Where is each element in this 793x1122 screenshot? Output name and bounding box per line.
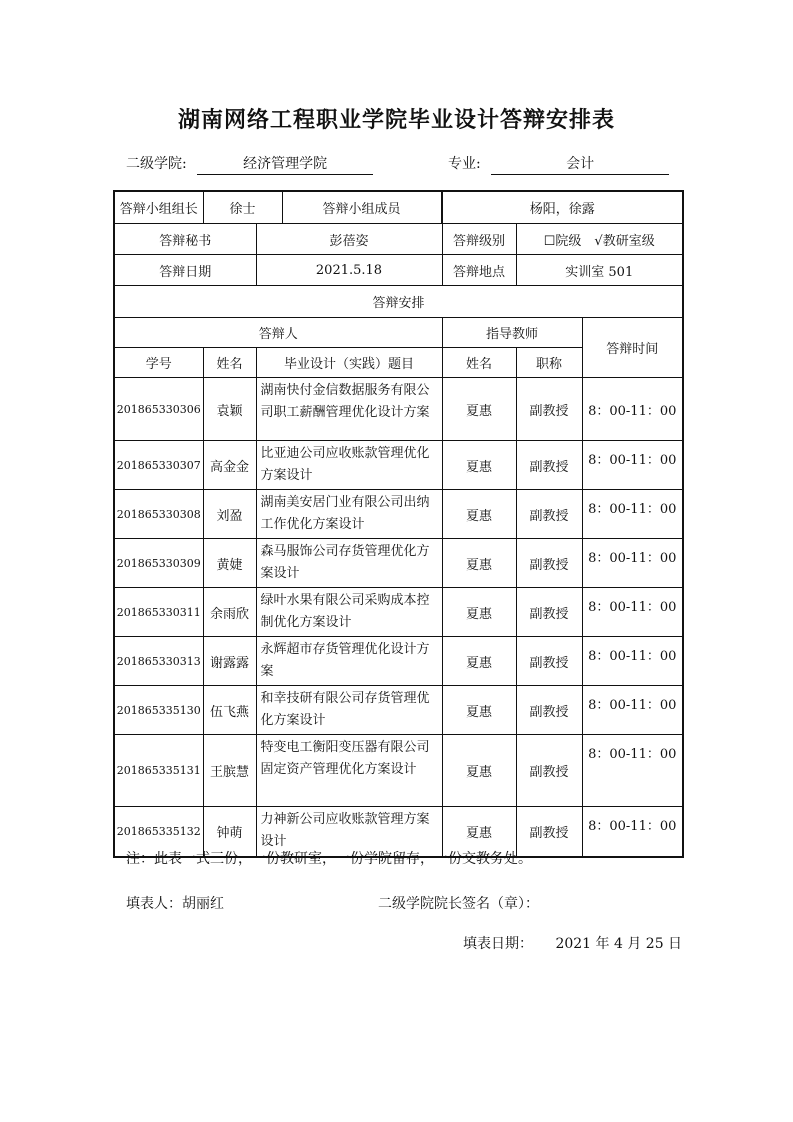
page-title: 湖南网络工程职业学院毕业设计答辩安排表 bbox=[177, 108, 615, 133]
college-value: 经济管理学院 bbox=[197, 153, 373, 175]
project-topic: 森马服饰公司存货管理优化方案设计 bbox=[256, 539, 442, 588]
info-row-leader bbox=[114, 191, 683, 224]
project-topic: 特变电工衡阳变压器有限公司固定资产管理优化方案设计 bbox=[256, 735, 442, 807]
advisor-title-header: 职称 bbox=[516, 348, 582, 378]
advisor-name: 夏惠 bbox=[442, 490, 516, 539]
project-topic: 和幸技研有限公司存货管理优化方案设计 bbox=[256, 686, 442, 735]
student-id: 201865330313 bbox=[114, 637, 203, 686]
student-id: 201865335132 bbox=[114, 807, 203, 857]
project-topic: 力神新公司应收账款管理方案设计 bbox=[256, 807, 442, 857]
student-name: 黄婕 bbox=[203, 539, 256, 588]
date-label: 答辩日期 bbox=[114, 255, 256, 286]
fill-date-value: 2021 年 4 月 25 日 bbox=[555, 936, 683, 952]
sid-header: 学号 bbox=[114, 348, 203, 378]
college-label: 二级学院: bbox=[126, 156, 187, 172]
advisor-name: 夏惠 bbox=[442, 378, 516, 441]
topic-header: 毕业设计（实践）题目 bbox=[256, 348, 442, 378]
student-name: 袁颖 bbox=[203, 378, 256, 441]
footnote: 注：此表一式三份，一份教研室，一份学院留存，一份交教务处。 bbox=[126, 851, 532, 867]
advisor-name: 夏惠 bbox=[442, 735, 516, 807]
table-row bbox=[114, 637, 683, 686]
college-field bbox=[126, 153, 373, 175]
table-row bbox=[114, 735, 683, 807]
project-topic: 湖南美安居门业有限公司出纳工作优化方案设计 bbox=[256, 490, 442, 539]
place-value: 实训室 501 bbox=[516, 255, 683, 286]
advisor-title: 副教授 bbox=[516, 490, 582, 539]
defense-time: 8：00-11：00 bbox=[582, 539, 683, 588]
fill-date-label: 填表日期： bbox=[463, 936, 533, 952]
place-label: 答辩地点 bbox=[442, 255, 516, 286]
advisor-title: 副教授 bbox=[516, 441, 582, 490]
student-id: 201865330311 bbox=[114, 588, 203, 637]
defense-time: 8：00-11：00 bbox=[582, 686, 683, 735]
student-name: 伍飞燕 bbox=[203, 686, 256, 735]
members-value: 杨阳，徐露 bbox=[442, 191, 683, 224]
student-name: 余雨欣 bbox=[203, 588, 256, 637]
dean-signature-label: 二级学院院长签名（章）： bbox=[378, 896, 539, 912]
table-row bbox=[114, 588, 683, 637]
info-row-secretary bbox=[114, 224, 683, 255]
arrangement-row bbox=[114, 286, 683, 318]
advisor-name: 夏惠 bbox=[442, 686, 516, 735]
table-row bbox=[114, 686, 683, 735]
advisor-name: 夏惠 bbox=[442, 588, 516, 637]
project-topic: 比亚迪公司应收账款管理优化方案设计 bbox=[256, 441, 442, 490]
table-row bbox=[114, 378, 683, 441]
info-row-date bbox=[114, 255, 683, 286]
advisor-group-header: 指导教师 bbox=[442, 318, 582, 348]
advisor-title: 副教授 bbox=[516, 539, 582, 588]
student-name: 钟萌 bbox=[203, 807, 256, 857]
student-name: 谢露露 bbox=[203, 637, 256, 686]
advisor-name-header: 姓名 bbox=[442, 348, 516, 378]
name-header: 姓名 bbox=[203, 348, 256, 378]
student-id: 201865335130 bbox=[114, 686, 203, 735]
defense-schedule-table bbox=[113, 190, 684, 858]
major-label: 专业: bbox=[448, 156, 481, 172]
arrangement-label: 答辩安排 bbox=[114, 286, 683, 318]
table-row bbox=[114, 441, 683, 490]
date-value: 2021.5.18 bbox=[256, 255, 442, 286]
defense-time: 8：00-11：00 bbox=[582, 378, 683, 441]
table-row bbox=[114, 490, 683, 539]
time-header: 答辩时间 bbox=[582, 318, 683, 378]
major-field bbox=[448, 153, 669, 175]
defense-time: 8：00-11：00 bbox=[582, 637, 683, 686]
advisor-name: 夏惠 bbox=[442, 441, 516, 490]
project-topic: 湖南快付金信数据服务有限公司职工薪酬管理优化设计方案 bbox=[256, 378, 442, 441]
advisor-title: 副教授 bbox=[516, 378, 582, 441]
secretary-value: 彭蓓姿 bbox=[256, 224, 442, 255]
student-name: 刘盈 bbox=[203, 490, 256, 539]
defense-time: 8：00-11：00 bbox=[582, 490, 683, 539]
defense-time: 8：00-11：00 bbox=[582, 441, 683, 490]
level-value: ☐院级 √教研室级 bbox=[516, 224, 683, 255]
student-id: 201865330307 bbox=[114, 441, 203, 490]
project-topic: 绿叶水果有限公司采购成本控制优化方案设计 bbox=[256, 588, 442, 637]
defense-time: 8：00-11：00 bbox=[582, 807, 683, 857]
student-id: 201865330308 bbox=[114, 490, 203, 539]
student-id: 201865330306 bbox=[114, 378, 203, 441]
level-label: 答辩级别 bbox=[442, 224, 516, 255]
filler-label: 填表人：胡丽红 bbox=[126, 896, 224, 912]
advisor-title: 副教授 bbox=[516, 637, 582, 686]
major-value: 会计 bbox=[491, 153, 669, 175]
advisor-title: 副教授 bbox=[516, 735, 582, 807]
student-id: 201865335131 bbox=[114, 735, 203, 807]
student-name: 王膑慧 bbox=[203, 735, 256, 807]
project-topic: 永辉超市存货管理优化设计方案 bbox=[256, 637, 442, 686]
advisor-name: 夏惠 bbox=[442, 539, 516, 588]
advisor-title: 副教授 bbox=[516, 807, 582, 857]
group-header-row bbox=[114, 318, 683, 348]
secretary-label: 答辩秘书 bbox=[114, 224, 256, 255]
advisor-name: 夏惠 bbox=[442, 637, 516, 686]
fill-date bbox=[463, 933, 682, 953]
leader-value: 徐士 bbox=[204, 192, 283, 223]
advisor-title: 副教授 bbox=[516, 686, 582, 735]
leader-label: 答辩小组组长 bbox=[114, 191, 203, 224]
advisor-title: 副教授 bbox=[516, 588, 582, 637]
members-label: 答辩小组成员 bbox=[282, 192, 441, 223]
defense-time: 8：00-11：00 bbox=[582, 588, 683, 637]
defense-time: 8：00-11：00 bbox=[582, 735, 683, 807]
student-group-header: 答辩人 bbox=[114, 318, 442, 348]
student-name: 高金金 bbox=[203, 441, 256, 490]
advisor-name: 夏惠 bbox=[442, 807, 516, 857]
table-row bbox=[114, 539, 683, 588]
student-id: 201865330309 bbox=[114, 539, 203, 588]
